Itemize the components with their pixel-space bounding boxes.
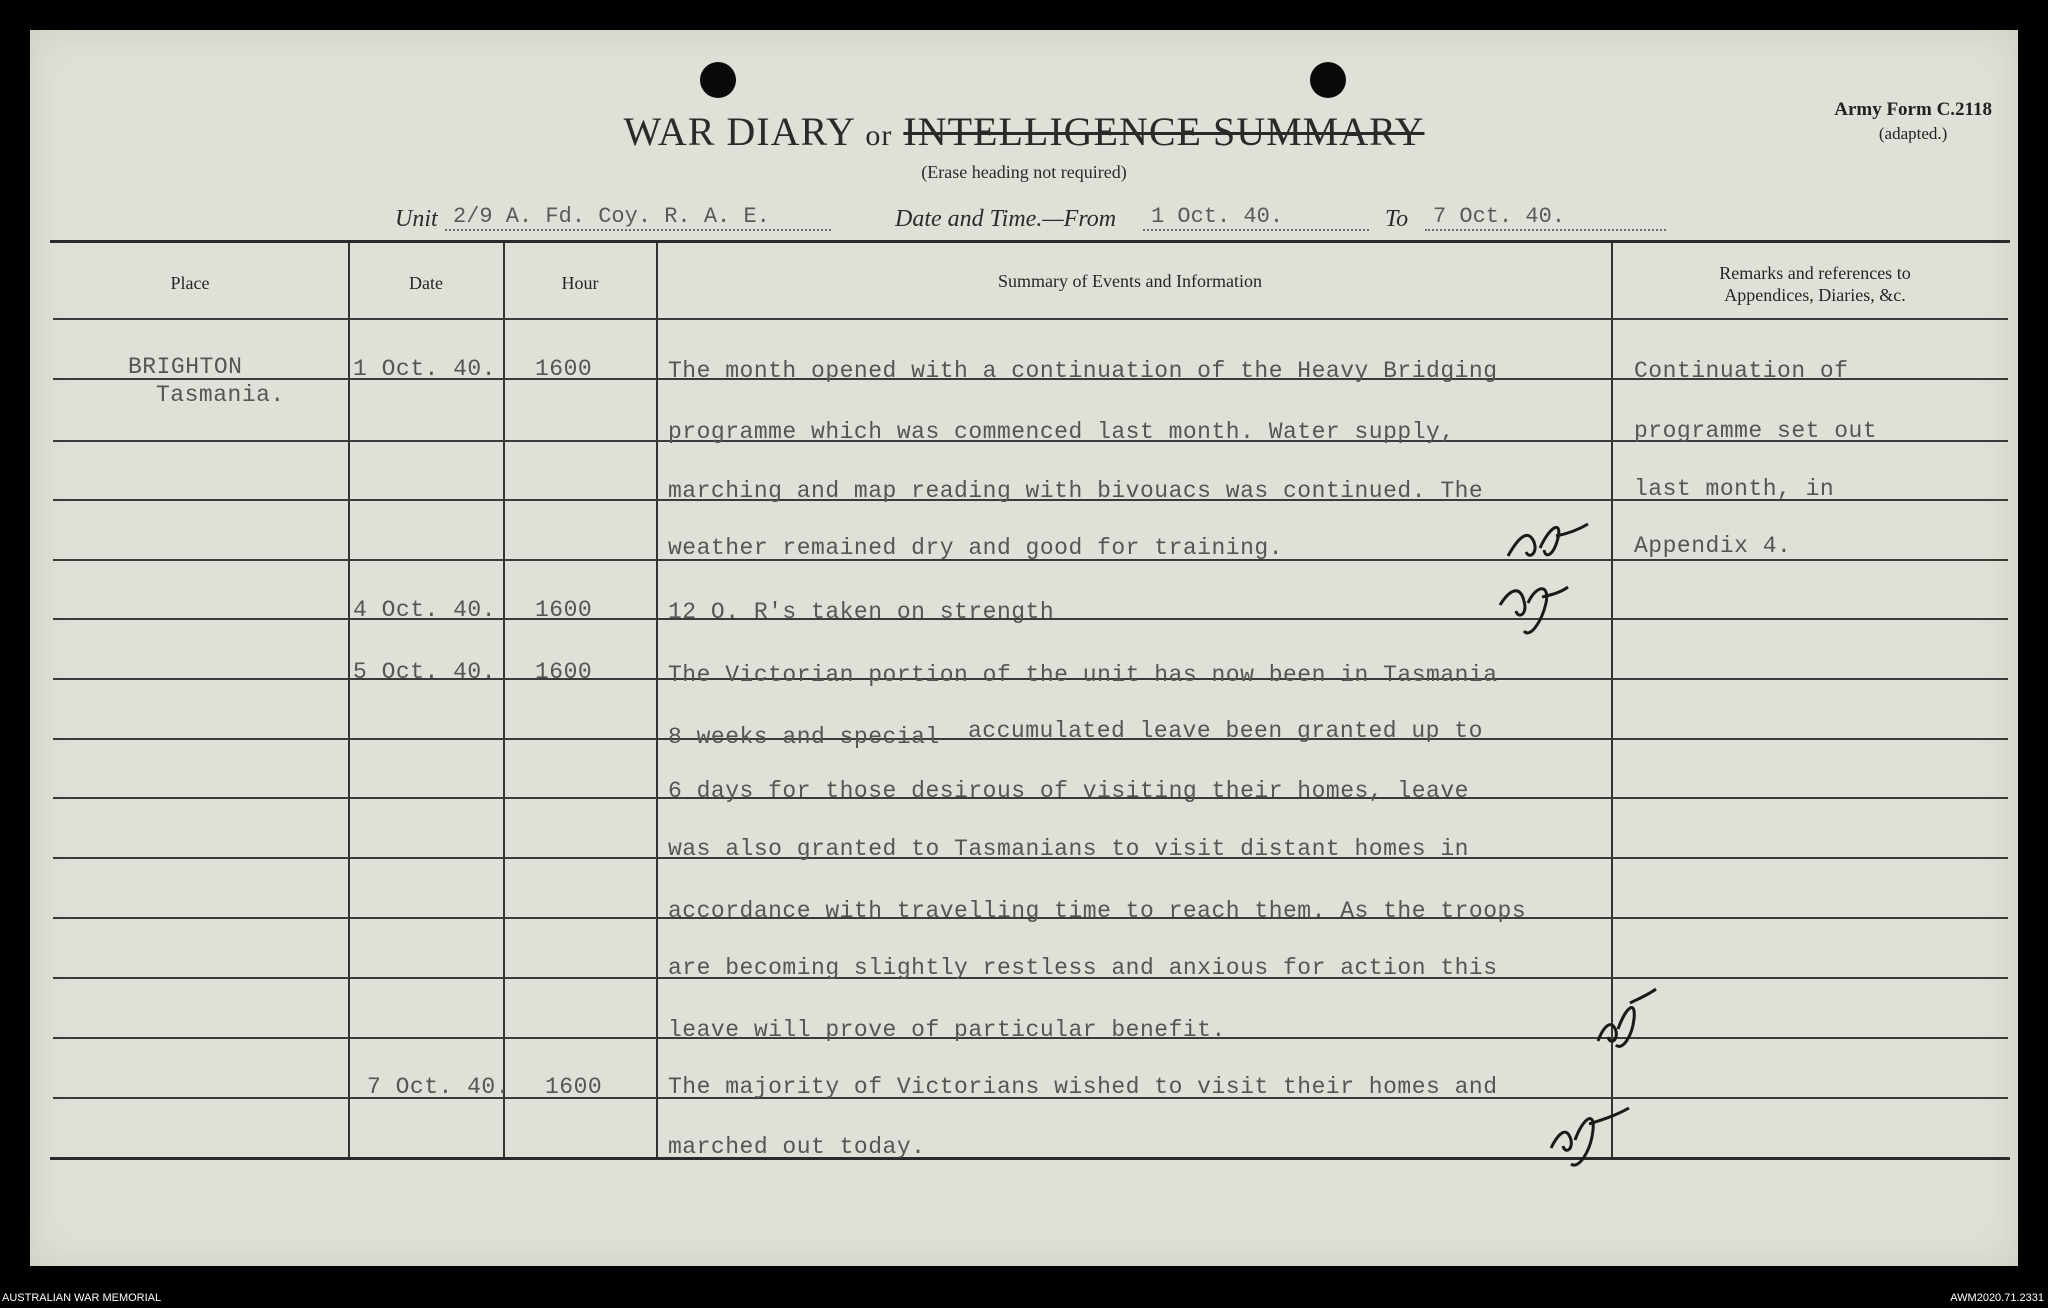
entry-date: 4 Oct. 40. <box>353 597 497 623</box>
summary-line: The majority of Victorians wished to visit their homes and <box>668 1074 1498 1100</box>
ruled-line <box>53 318 2008 320</box>
summary-line: The Victorian portion of the unit has now been in Tasmania <box>668 662 1498 688</box>
handwritten-initials-icon <box>1592 985 1662 1065</box>
column-header-hour: Hour <box>561 273 599 293</box>
title-main: WAR DIARY <box>623 109 855 154</box>
summary-line: marched out today. <box>668 1134 926 1160</box>
handwritten-initials-icon <box>1545 1098 1635 1178</box>
summary-line: marching and map reading with bivouacs was continued. The <box>668 478 1484 504</box>
summary-line: leave will prove of particular benefit. <box>668 1017 1226 1043</box>
column-header-summary: Summary of Events and Information <box>998 271 1262 291</box>
army-form-label <box>1834 98 1992 146</box>
unit-line <box>395 206 1665 236</box>
summary-line: 8 weeks and special <box>668 724 940 750</box>
punch-hole <box>1310 62 1346 98</box>
entry-hour: 1600 <box>535 597 593 623</box>
column-header-date: Date <box>409 273 443 293</box>
from-value: 1 Oct. 40. <box>1143 204 1369 231</box>
summary-line: 6 days for those desirous of visiting their homes, leave <box>668 778 1469 804</box>
column-divider <box>503 243 505 1157</box>
army-form-number: Army Form C.2118 <box>1834 99 1992 120</box>
footer-reference: AWM2020.71.2331 <box>1950 1292 2044 1304</box>
summary-line: accumulated leave been granted up to <box>968 718 1483 744</box>
title-struck: INTELLIGENCE SUMMARY <box>903 109 1425 154</box>
remarks-line: Continuation of <box>1634 358 1849 384</box>
remarks-line: Appendix 4. <box>1634 533 1792 559</box>
summary-line: are becoming slightly restless and anxious for action this <box>668 955 1498 981</box>
entry-date: 1 Oct. 40. <box>353 356 497 382</box>
summary-line: weather remained dry and good for training. <box>668 535 1283 561</box>
column-divider <box>656 243 658 1157</box>
entry-hour: 1600 <box>545 1074 603 1100</box>
remarks-header-line1: Remarks and references to <box>1719 263 1911 283</box>
entry-date: 5 Oct. 40. <box>353 659 497 685</box>
remarks-line: last month, in <box>1634 476 1835 502</box>
place-tasmania: Tasmania. <box>156 382 285 408</box>
summary-line: was also granted to Tasmanians to visit distant homes in <box>668 836 1469 862</box>
date-time-label: Date and Time.—From <box>895 206 1117 232</box>
to-value: 7 Oct. 40. <box>1425 204 1666 231</box>
summary-line: The month opened with a continuation of the Heavy Bridging <box>668 358 1498 384</box>
entry-date: 7 Oct. 40. <box>367 1074 511 1100</box>
entry-hour: 1600 <box>535 356 593 382</box>
place-brighton: BRIGHTON <box>128 354 243 380</box>
handwritten-initials-icon <box>1494 575 1574 645</box>
form-title <box>0 108 2048 155</box>
punch-hole <box>700 62 736 98</box>
unit-value: 2/9 A. Fd. Coy. R. A. E. <box>445 204 831 231</box>
summary-line: 12 O. R's taken on strength <box>668 599 1055 625</box>
summary-line: programme which was commenced last month. Water supply, <box>668 419 1455 445</box>
remarks-line: programme set out <box>1634 418 1878 444</box>
remarks-header-line2: Appendices, Diaries, &c. <box>1724 285 1906 305</box>
table-bottom-rule <box>50 1157 2010 1160</box>
entry-hour: 1600 <box>535 659 593 685</box>
to-label: To <box>1385 206 1409 232</box>
handwritten-initials-icon <box>1500 508 1595 568</box>
title-or: or <box>865 119 893 152</box>
column-header-place: Place <box>170 273 210 293</box>
footer-institution: AUSTRALIAN WAR MEMORIAL <box>2 1292 162 1304</box>
summary-line: accordance with travelling time to reach them. As the troops <box>668 898 1527 924</box>
unit-label: Unit <box>395 206 438 232</box>
table-top-rule <box>50 240 2010 243</box>
column-header-remarks <box>1640 262 1990 306</box>
column-divider <box>348 243 350 1157</box>
army-form-adapted: (adapted.) <box>1878 124 1948 143</box>
erase-note: (Erase heading not required) <box>921 162 1127 182</box>
